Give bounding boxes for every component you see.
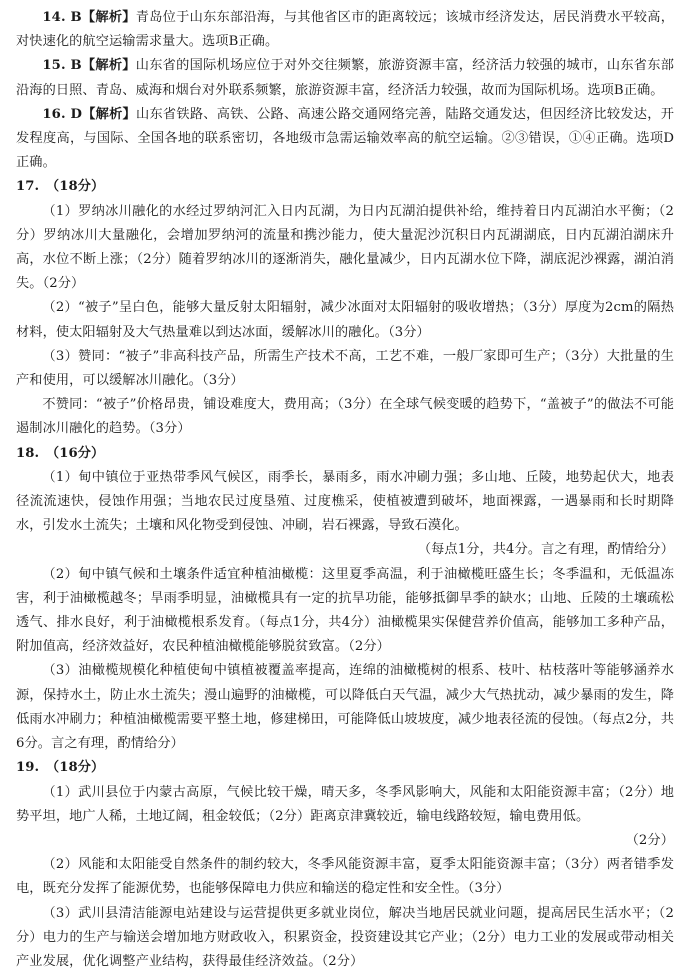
question-19-part-1-score: （2分） bbox=[625, 832, 674, 848]
answer-14-text: 青岛位于山东东部沿海，与其他省区市的距离较远；该城市经济发达，居民消费水平较高，对快速化的航空运输需求量大。选项B正确。 bbox=[16, 10, 674, 50]
answer-14 bbox=[16, 6, 674, 54]
answer-16-number: 16. D【解析】 bbox=[42, 106, 137, 122]
answer-16-text: 山东省铁路、高铁、公路、高速公路交通网络完善，陆路交通发达，但因经济比较发达，开发程度高，与国际、全国各地的联系密切，各地级市急需运输效率高的航空运输。②③错误，①④正确。选项D正确。 bbox=[16, 106, 674, 171]
question-17-heading: 17. （18分） bbox=[16, 179, 105, 195]
answer-14-number: 14. B【解析】 bbox=[42, 10, 136, 25]
answer-15-text: 山东省的国际机场应位于对外交往频繁，旅游资源丰富，经济活力较强的城市，山东省东部沿海的日照、青岛、威海和烟台对外联系频繁，旅游资源丰富，经济活力较强，故而为国际机场。选项B正确。 bbox=[16, 58, 674, 98]
question-18-part-1-score: （每点1分，共4分。言之有理，酌情给分） bbox=[417, 542, 674, 558]
answer-15-number: 15. B【解析】 bbox=[42, 58, 136, 74]
question-18-part-2: （2）甸中镇气候和土壤条件适宜种植油橄榄：这里夏季高温，利于油橄榄旺盛生长；冬季温和，无低温冻害，利于油橄榄越冬；旱雨季明显，油橄榄具有一定的抗旱功能，能够抵御旱季的缺水；山地、丘陵的土壤疏松透气、排水良好，利于油橄榄根系发育。（每点1分，共4分）油橄榄果实保健营养价值高，能够加工多种产品，附加值高，经济效益好，农民种植油橄榄能够脱贫致富。（2分） bbox=[16, 566, 674, 655]
question-17-part-2: （2）“被子”呈白色，能够大量反射太阳辐射，减少冰面对太阳辐射的吸收增热；（3分）厚度为2cm的隔热材料，使太阳辐射及大气热量难以到达冰面，缓解冰川的融化。（3分） bbox=[16, 300, 674, 340]
question-17-part-3-disagree: 不赞同：“被子”价格昂贵，铺设难度大，费用高；（3分）在全球气候变暖的趋势下，“盖被子”的做法不可能遏制冰川融化的趋势。（3分） bbox=[16, 397, 674, 437]
answer-15 bbox=[16, 54, 674, 102]
question-19-part-2: （2）风能和太阳能受自然条件的制约较大，冬季风能资源丰富，夏季太阳能资源丰富；（3分）两者错季发电，既充分发挥了能源优势，也能够保障电力供应和输送的稳定性和安全性。（3分） bbox=[16, 857, 674, 897]
question-19-part-1: （1）武川县位于内蒙古高原，气候比较干燥，晴天多，冬季风影响大，风能和太阳能资源丰富；（2分）地势平坦，地广人稀，土地辽阔，租金较低；（2分）距离京津冀较近，输电线路较短，输电费用低。 bbox=[16, 784, 674, 824]
question-19-heading: 19. （18分） bbox=[16, 760, 105, 776]
question-18-part-1: （1）甸中镇位于亚热带季风气候区，雨季长，暴雨多，雨水冲刷力强；多山地、丘陵，地势起伏大，地表径流流速快，侵蚀作用强；当地农民过度垦殖、过度樵采，使植被遭到破坏，地面裸露，一遇暴雨和长时期降水，引发水土流失；土壤和风化物受到侵蚀、冲刷，岩石裸露，导致石漠化。 bbox=[16, 469, 674, 534]
question-18-heading: 18. （16分） bbox=[16, 445, 105, 461]
question-17-part-1: （1）罗纳冰川融化的水经过罗纳河汇入日内瓦湖，为日内瓦湖泊提供补给，维持着日内瓦湖泊水平衡；（2分）罗纳冰川大量融化，会增加罗纳河的流量和携沙能力，使大量泥沙沉积日内瓦湖湖底，日内瓦湖泊湖床升高，水位不断上涨；（2分）随着罗纳冰川的逐渐消失，融化量减少，日内瓦湖水位下降，湖底泥沙裸露，湖泊消失。（2分） bbox=[16, 203, 674, 292]
question-19-part-3: （3）武川县清洁能源电站建设与运营提供更多就业岗位，解决当地居民就业问题，提高居民生活水平；（2分）电力的生产与输送会增加地方财政收入，积累资金，投资建设其它产业；（2分）电力工业的发展或带动相关产业发展，优化调整产业结构，获得最佳经济效益。（2分） bbox=[16, 905, 674, 969]
question-18-part-3: （3）油橄榄规模化种植使甸中镇植被覆盖率提高，连绵的油橄榄树的根系、枝叶、枯枝落叶等能够涵养水源，保持水土，防止水土流失；漫山遍野的油橄榄，可以降低白天气温，减少大气热扰动，减少暴雨的发生，降低雨水冲刷力；种植油橄榄需要平整土地，修建梯田，可能降低山坡坡度，减少地表径流的侵蚀。（每点2分，共6分。言之有理，酌情给分） bbox=[16, 663, 674, 752]
answer-16 bbox=[16, 103, 674, 176]
question-17-part-3: （3）赞同：“被子”非高科技产品，所需生产技术不高，工艺不难，一般厂家即可生产；（3分）大批量的生产和使用，可以缓解冰川融化。（3分） bbox=[16, 348, 674, 389]
